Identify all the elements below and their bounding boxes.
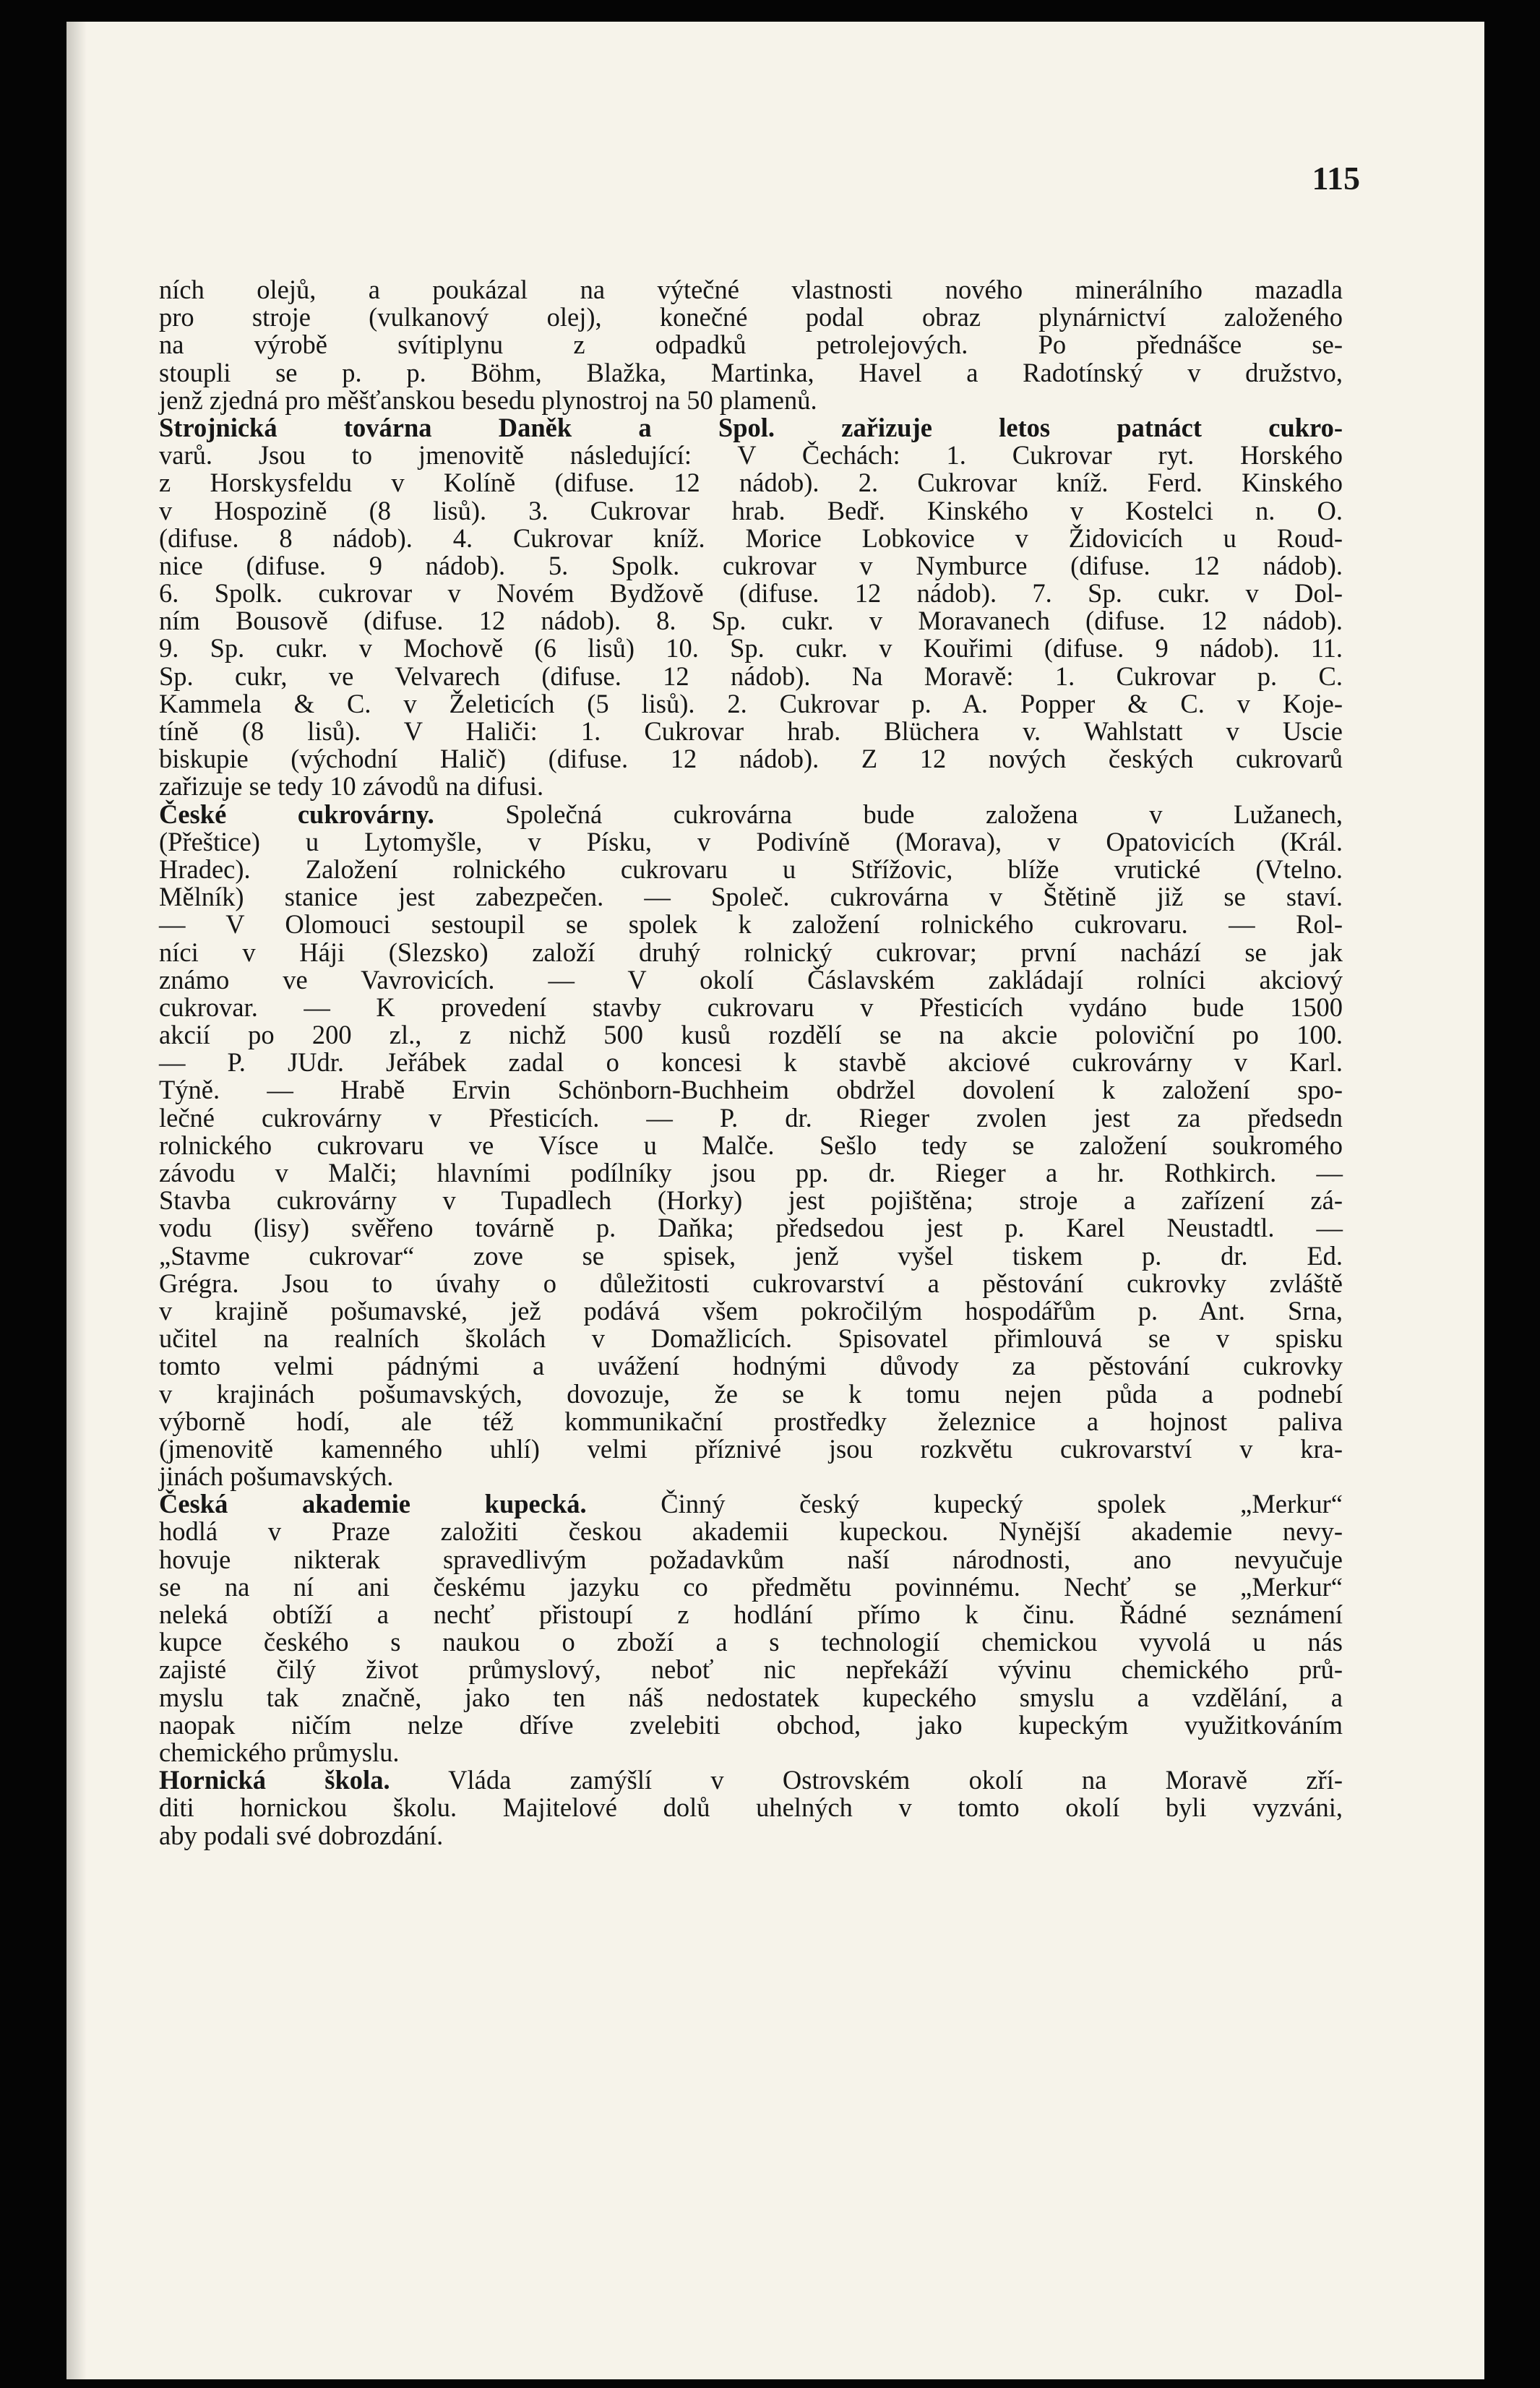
text-line: myslu tak značně, jako ten náš nedostatek kupeckého smyslu a vzdělání, a: [159, 1682, 1343, 1712]
section-heading-line: Hornická škola. Vláda zamýšlí v Ostrovském okolí na Moravě zří-: [159, 1765, 1343, 1795]
text-line: (Přeštice) u Lytomyšle, v Písku, v Podivíně (Morava), v Opatovicích (Král.: [159, 826, 1343, 856]
text-line: Mělník) stanice jest zabezpečen. — Společ. cukrovárna v Štětině již se staví.: [159, 882, 1343, 912]
section-heading-line: Česká akademie kupecká. Činný český kupecký spolek „Merkur“: [159, 1489, 1343, 1519]
text-line: Hradec). Založení rolnického cukrovaru u Střížovic, blíže vrutické (Vtelno.: [159, 854, 1343, 884]
text-line: v Hospozině (8 lisů). 3. Cukrovar hrab. Bedř. Kinského v Kostelci n. O.: [159, 495, 1343, 525]
text-line: (difuse. 8 nádob). 4. Cukrovar kníž. Morice Lobkovice v Židovicích u Roud-: [159, 523, 1343, 553]
text-line: výborně hodí, ale též kommunikační prostředky železnice a hojnost paliva: [159, 1406, 1343, 1436]
text-line: ních olejů, a poukázal na výtečné vlastnosti nového minerálního mazadla: [159, 275, 1343, 304]
text-line: na výrobě svítiplynu z odpadků petrolejových. Po přednášce se-: [159, 330, 1343, 360]
text-line: tomto velmi pádnými a uvážení hodnými důvody za pěstování cukrovky: [159, 1351, 1343, 1381]
page-edge-shadow: [66, 22, 87, 2379]
text-line: varů. Jsou to jmenovitě následující: V Čechách: 1. Cukrovar ryt. Horského: [159, 440, 1343, 471]
text-line: Stavba cukrovárny v Tupadlech (Horky) jest pojištěna; stroje a zařízení zá-: [159, 1185, 1343, 1216]
heading-ceske-cukrovarny: České cukrovárny.: [159, 799, 434, 829]
text-line: cukrovar. — K provedení stavby cukrovaru v Přesticích vydáno bude 1500: [159, 992, 1343, 1022]
text-line: jinách pošumavských.: [159, 1461, 394, 1492]
text-line: nice (difuse. 9 nádob). 5. Spolk. cukrovar v Nymburce (difuse. 12 nádob).: [159, 550, 1343, 580]
text-line: v krajině pošumavské, jež podává všem pokročilým hospodářům p. Ant. Srna,: [159, 1295, 1343, 1326]
text-line: Sp. cukr, ve Velvarech (difuse. 12 nádob). Na Moravě: 1. Cukrovar p. C.: [159, 661, 1343, 691]
text-line: stoupli se p. p. Böhm, Blažka, Martinka, Havel a Radotínský v družstvo,: [159, 357, 1343, 387]
text-line: tíně (8 lisů). V Haliči: 1. Cukrovar hrab. Blüchera v. Wahlstatt v Uscie: [159, 716, 1343, 746]
text-line: 9. Sp. cukr. v Mochově (6 lisů) 10. Sp. cukr. v Kouřimi (difuse. 9 nádob). 11.: [159, 633, 1343, 663]
text-line: hovuje nikterak spravedlivým požadavkům naší národnosti, ano nevyučuje: [159, 1544, 1343, 1574]
text-line: (jmenovitě kamenného uhlí) velmi příznivé jsou rozkvětu cukrovarství v kra-: [159, 1433, 1343, 1464]
article-text: [159, 276, 1343, 1850]
text-line: zařizuje se tedy 10 závodů na difusi.: [159, 771, 544, 802]
text-line: rolnického cukrovaru ve Vísce u Malče. Sešlo tedy se založení soukromého: [159, 1130, 1343, 1160]
text-line: Grégra. Jsou to úvahy o důležitosti cukrovarství a pěstování cukrovky zvláště: [159, 1268, 1343, 1298]
text-line: pro stroje (vulkanový olej), konečné podal obraz plynárnictví založeného: [159, 302, 1343, 332]
text-line: závodu v Malči; hlavními podílníky jsou pp. dr. Rieger a hr. Rothkirch. —: [159, 1158, 1343, 1187]
text-line: — P. JUdr. Jeřábek zadal o koncesi k stavbě akciové cukrovárny v Karl.: [159, 1047, 1343, 1078]
text-line: aby podali své dobrozdání.: [159, 1820, 444, 1850]
text-line: Týně. — Hrabě Ervin Schönborn-Buchheim obdržel dovolení k založení spo-: [159, 1075, 1343, 1105]
text-line: učitel na realních školách v Domažlicích. Spisovatel přimlouvá se v spisku: [159, 1323, 1343, 1354]
text-line: 6. Spolk. cukrovar v Novém Bydžově (difuse. 12 nádob). 7. Sp. cukr. v Dol-: [159, 578, 1343, 609]
text-line: akcií po 200 zl., z nichž 500 kusů rozdělí se na akcie poloviční po 100.: [159, 1020, 1343, 1050]
text-line: v krajinách pošumavských, dovozuje, že se k tomu nejen půda a podnebí: [159, 1378, 1343, 1409]
text-line: zajisté čilý život průmyslový, neboť nic nepřekáží vývinu chemického prů-: [159, 1654, 1343, 1685]
page-number: 115: [1312, 160, 1360, 197]
text-line: známo ve Vavrovicích. — V okolí Čáslavském zakládají rolníci akciový: [159, 964, 1343, 995]
text-line: Kammela & C. v Želeticích (5 lisů). 2. Cukrovar p. A. Popper & C. v Koje-: [159, 688, 1343, 718]
text-line: se na ní ani českému jazyku co předmětu povinnému. Nechť se „Merkur“: [159, 1571, 1343, 1602]
section-heading-line: „Stavme cukrovar“ zove se spisek, jenž vyšel tiskem p. dr. Ed.: [159, 1240, 1343, 1271]
text-line: naopak ničím nelze dříve zvelebiti obchod, jako kupeckým využitkováním: [159, 1709, 1343, 1740]
section-heading-line: Strojnická továrna Daněk a Spol. zařizuje letos patnáct cukro-: [159, 412, 1343, 442]
text-line: — V Olomouci sestoupil se spolek k založení rolnického cukrovaru. — Rol-: [159, 909, 1343, 940]
text-line: hodlá v Praze založiti českou akademii kupeckou. Nynější akademie nevy-: [159, 1516, 1343, 1547]
text-line: neleká obtíží a nechť přistoupí z hodlání přímo k činu. Řádné seznámení: [159, 1599, 1343, 1629]
text-line: níci v Háji (Slezsko) založí druhý rolnický cukrovar; první nachází se jak: [159, 937, 1343, 967]
text-line: lečné cukrovárny v Přesticích. — P. dr. Rieger zvolen jest za předsedn: [159, 1102, 1343, 1133]
text-line: z Horskysfeldu v Kolíně (difuse. 12 nádob). 2. Cukrovar kníž. Ferd. Kinského: [159, 468, 1343, 498]
text-line: kupce českého s naukou o zboží a s technologií chemickou vyvolá u nás: [159, 1627, 1343, 1657]
text-line: diti hornickou školu. Majitelové dolů uhelných v tomto okolí byli vyzváni,: [159, 1792, 1343, 1823]
heading-akademie: Česká akademie kupecká.: [159, 1489, 587, 1519]
heading-hornicka: Hornická škola.: [159, 1765, 390, 1795]
text-line: biskupie (východní Halič) (difuse. 12 nádob). Z 12 nových českých cukrovarů: [159, 744, 1343, 774]
book-page: [66, 22, 1484, 2379]
text-line: jenž zjedná pro měšťanskou besedu plynostroj na 50 plamenů.: [159, 385, 817, 415]
text-line: ním Bousově (difuse. 12 nádob). 8. Sp. cukr. v Moravanech (difuse. 12 nádob).: [159, 606, 1343, 636]
text-line: chemického průmyslu.: [159, 1737, 400, 1767]
text-line: vodu (lisy) svěřeno továrně p. Daňka; předsedou jest p. Karel Neustadtl. —: [159, 1213, 1343, 1243]
section-heading-line: České cukrovárny. Společná cukrovárna bude založena v Lužanech,: [159, 799, 1343, 829]
